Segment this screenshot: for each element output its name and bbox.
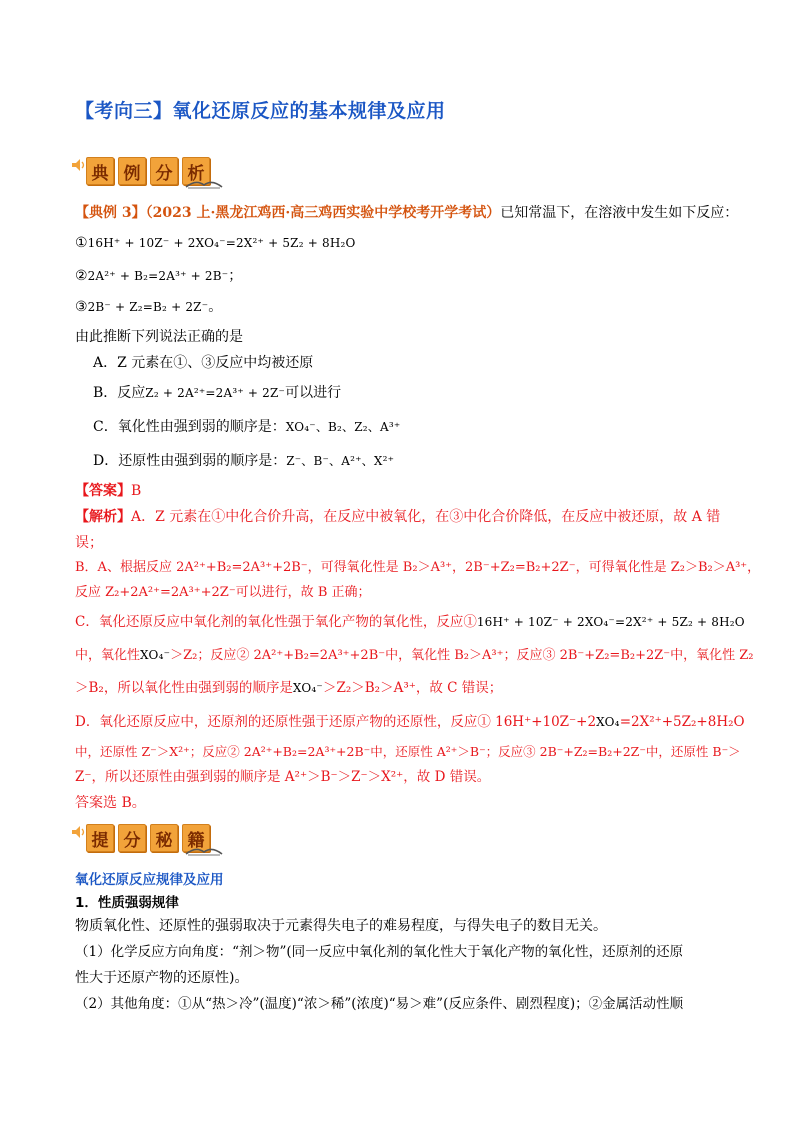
analysis-line: 误； — [75, 535, 103, 551]
analysis-line: Z⁻，所以还原性由强到弱的顺序是 A²⁺＞B⁻＞Z⁻＞X²⁺，故 D 错误。 — [75, 769, 491, 785]
analysis-text: ＞Z₂；反应② 2A²⁺+B₂=2A³⁺+2B⁻中，氧化性 B₂＞A³⁺；反应③ 2B⁻+Z₂=B₂+2Z⁻中，氧化性 Z₂ — [170, 648, 754, 663]
reaction-number: ② — [75, 268, 88, 284]
tips-paragraph: 性大于还原产物的还原性)。 — [75, 970, 249, 986]
reaction-1 — [75, 233, 356, 253]
badge-char: 例 — [118, 157, 146, 185]
option-text: B．反应 — [93, 385, 146, 401]
analysis-equation: XO₄⁻ — [292, 681, 323, 695]
reaction-end: 。 — [208, 299, 223, 315]
badge-char: 分 — [150, 157, 178, 185]
option-d — [93, 451, 394, 471]
tips-heading: 氧化还原反应规律及应用 — [75, 872, 224, 888]
reaction-equation: 2B⁻ + Z₂=B₂ + 2Z⁻ — [87, 300, 209, 314]
badge-char: 籍 — [182, 824, 210, 852]
tips-paragraph: （1）化学反应方向角度：“剂＞物”(同一反应中氧化剂的氧化性大于氧化产物的氧化性，还原剂的还原 — [75, 944, 684, 960]
analysis-line — [75, 645, 754, 666]
analysis-text: C．氧化还原反应中氧化剂的氧化性强于氧化产物的氧化性，反应① — [75, 614, 477, 630]
tips-paragraph: （2）其他角度：①从“热＞冷”(温度)“浓＞稀”(浓度)“易＞难”(反应条件、剧烈程度)；②金属活动性顺 — [75, 996, 684, 1012]
badge-char: 秘 — [150, 824, 178, 852]
book-icon — [184, 177, 224, 189]
analysis-label: 【解析】 — [75, 509, 131, 525]
answer — [75, 481, 141, 501]
reaction-number: ③ — [75, 299, 88, 315]
speaker-icon — [72, 826, 86, 838]
option-equation: Z₂ + 2A²⁺=2A³⁺ + 2Z⁻ — [145, 386, 286, 400]
badge-char: 析 — [182, 157, 210, 185]
analysis-text: ＞Z₂＞B₂＞A³⁺，故 C 错误； — [322, 680, 503, 696]
reaction-number: ① — [75, 235, 88, 251]
reaction-equation: 2A²⁺ + B₂=2A³⁺ + 2B⁻ — [87, 269, 229, 283]
analysis-line — [75, 678, 502, 698]
option-c — [93, 417, 400, 437]
option-equation: Z⁻、B⁻、A²⁺、X²⁺ — [286, 454, 395, 468]
question: 由此推断下列说法正确的是 — [75, 329, 243, 345]
analysis-text: ＞B₂，所以氧化性由强到弱的顺序是 — [75, 680, 293, 696]
badge-char: 分 — [118, 824, 146, 852]
option-a: A．Z 元素在①、③反应中均被还原 — [93, 355, 314, 371]
analysis-line: 反应 Z₂+2A²⁺=2A³⁺+2Z⁻可以进行，故 B 正确； — [75, 585, 371, 600]
analysis-line: 中，还原性 Z⁻＞X²⁺；反应② 2A²⁺+B₂=2A³⁺+2B⁻中，还原性 A²⁺＞B⁻；反应③ 2B⁻+Z₂=B₂+2Z⁻中，还原性 B⁻＞ — [75, 744, 741, 759]
analysis-line: B．A、根据反应 2A²⁺+B₂=2A³⁺+2B⁻，可得氧化性是 B₂＞A³⁺，2B⁻+Z₂=B₂+2Z⁻，可得氧化性是 Z₂＞B₂＞A³⁺， — [75, 560, 761, 575]
answer-value: B — [131, 483, 142, 499]
reaction-equation: 16H⁺ + 10Z⁻ + 2XO₄⁻=2X²⁺ + 5Z₂ + 8H₂O — [87, 236, 356, 250]
reaction-end: ； — [228, 268, 243, 284]
book-icon — [184, 844, 224, 856]
analysis-text: A．Z 元素在①中化合价升高，在反应中被氧化，在③中化合价降低，在反应中被还原，故 A 错 — [131, 509, 721, 525]
analysis-conclusion: 答案选 B。 — [75, 795, 146, 811]
option-equation: XO₄⁻、B₂、Z₂、A³⁺ — [285, 420, 401, 434]
option-text: C．氧化性由强到弱的顺序是： — [93, 419, 286, 435]
reaction-2 — [75, 266, 242, 286]
analysis-line — [75, 507, 720, 527]
badge-char: 典 — [86, 157, 114, 185]
option-text: D．还原性由强到弱的顺序是： — [93, 453, 287, 469]
analysis-text: D．氧化还原反应中，还原剂的还原性强于还原产物的还原性，反应① 16H⁺+10Z⁻+2 — [75, 714, 597, 730]
analysis-text: 中，氧化性 — [75, 648, 141, 663]
example-label: 【典例 3】 — [75, 205, 146, 221]
tips-paragraph: 物质氧化性、还原性的强弱取决于元素得失电子的难易程度，与得失电子的数目无关。 — [75, 918, 607, 934]
section-title: 【考向三】氧化还原反应的基本规律及应用 — [75, 100, 446, 122]
tips-badge — [72, 822, 222, 852]
option-b — [93, 383, 341, 403]
reaction-3 — [75, 297, 222, 317]
analysis-line — [75, 612, 745, 632]
tips-subheading: 1．性质强弱规律 — [75, 895, 179, 911]
analysis-equation: 16H⁺ + 10Z⁻ + 2XO₄⁻=2X²⁺ + 5Z₂ + 8H₂O — [476, 615, 745, 629]
example-stem-text: 已知常温下，在溶液中发生如下反应： — [500, 205, 739, 221]
analysis-line — [75, 712, 745, 732]
example-stem — [75, 203, 738, 223]
analysis-equation: XO₄⁻ — [140, 648, 171, 662]
example-source: （2023 上·黑龙江鸡西·高三鸡西实验中学校考开学考试） — [145, 205, 501, 221]
answer-label: 【答案】 — [75, 483, 131, 499]
analysis-equation: XO₄ — [596, 715, 620, 729]
option-text: 可以进行 — [285, 385, 342, 401]
analysis-text: =2X²⁺+5Z₂+8H₂O — [619, 714, 745, 730]
example-analysis-badge — [72, 155, 222, 185]
speaker-icon — [72, 159, 86, 171]
badge-char: 提 — [86, 824, 114, 852]
